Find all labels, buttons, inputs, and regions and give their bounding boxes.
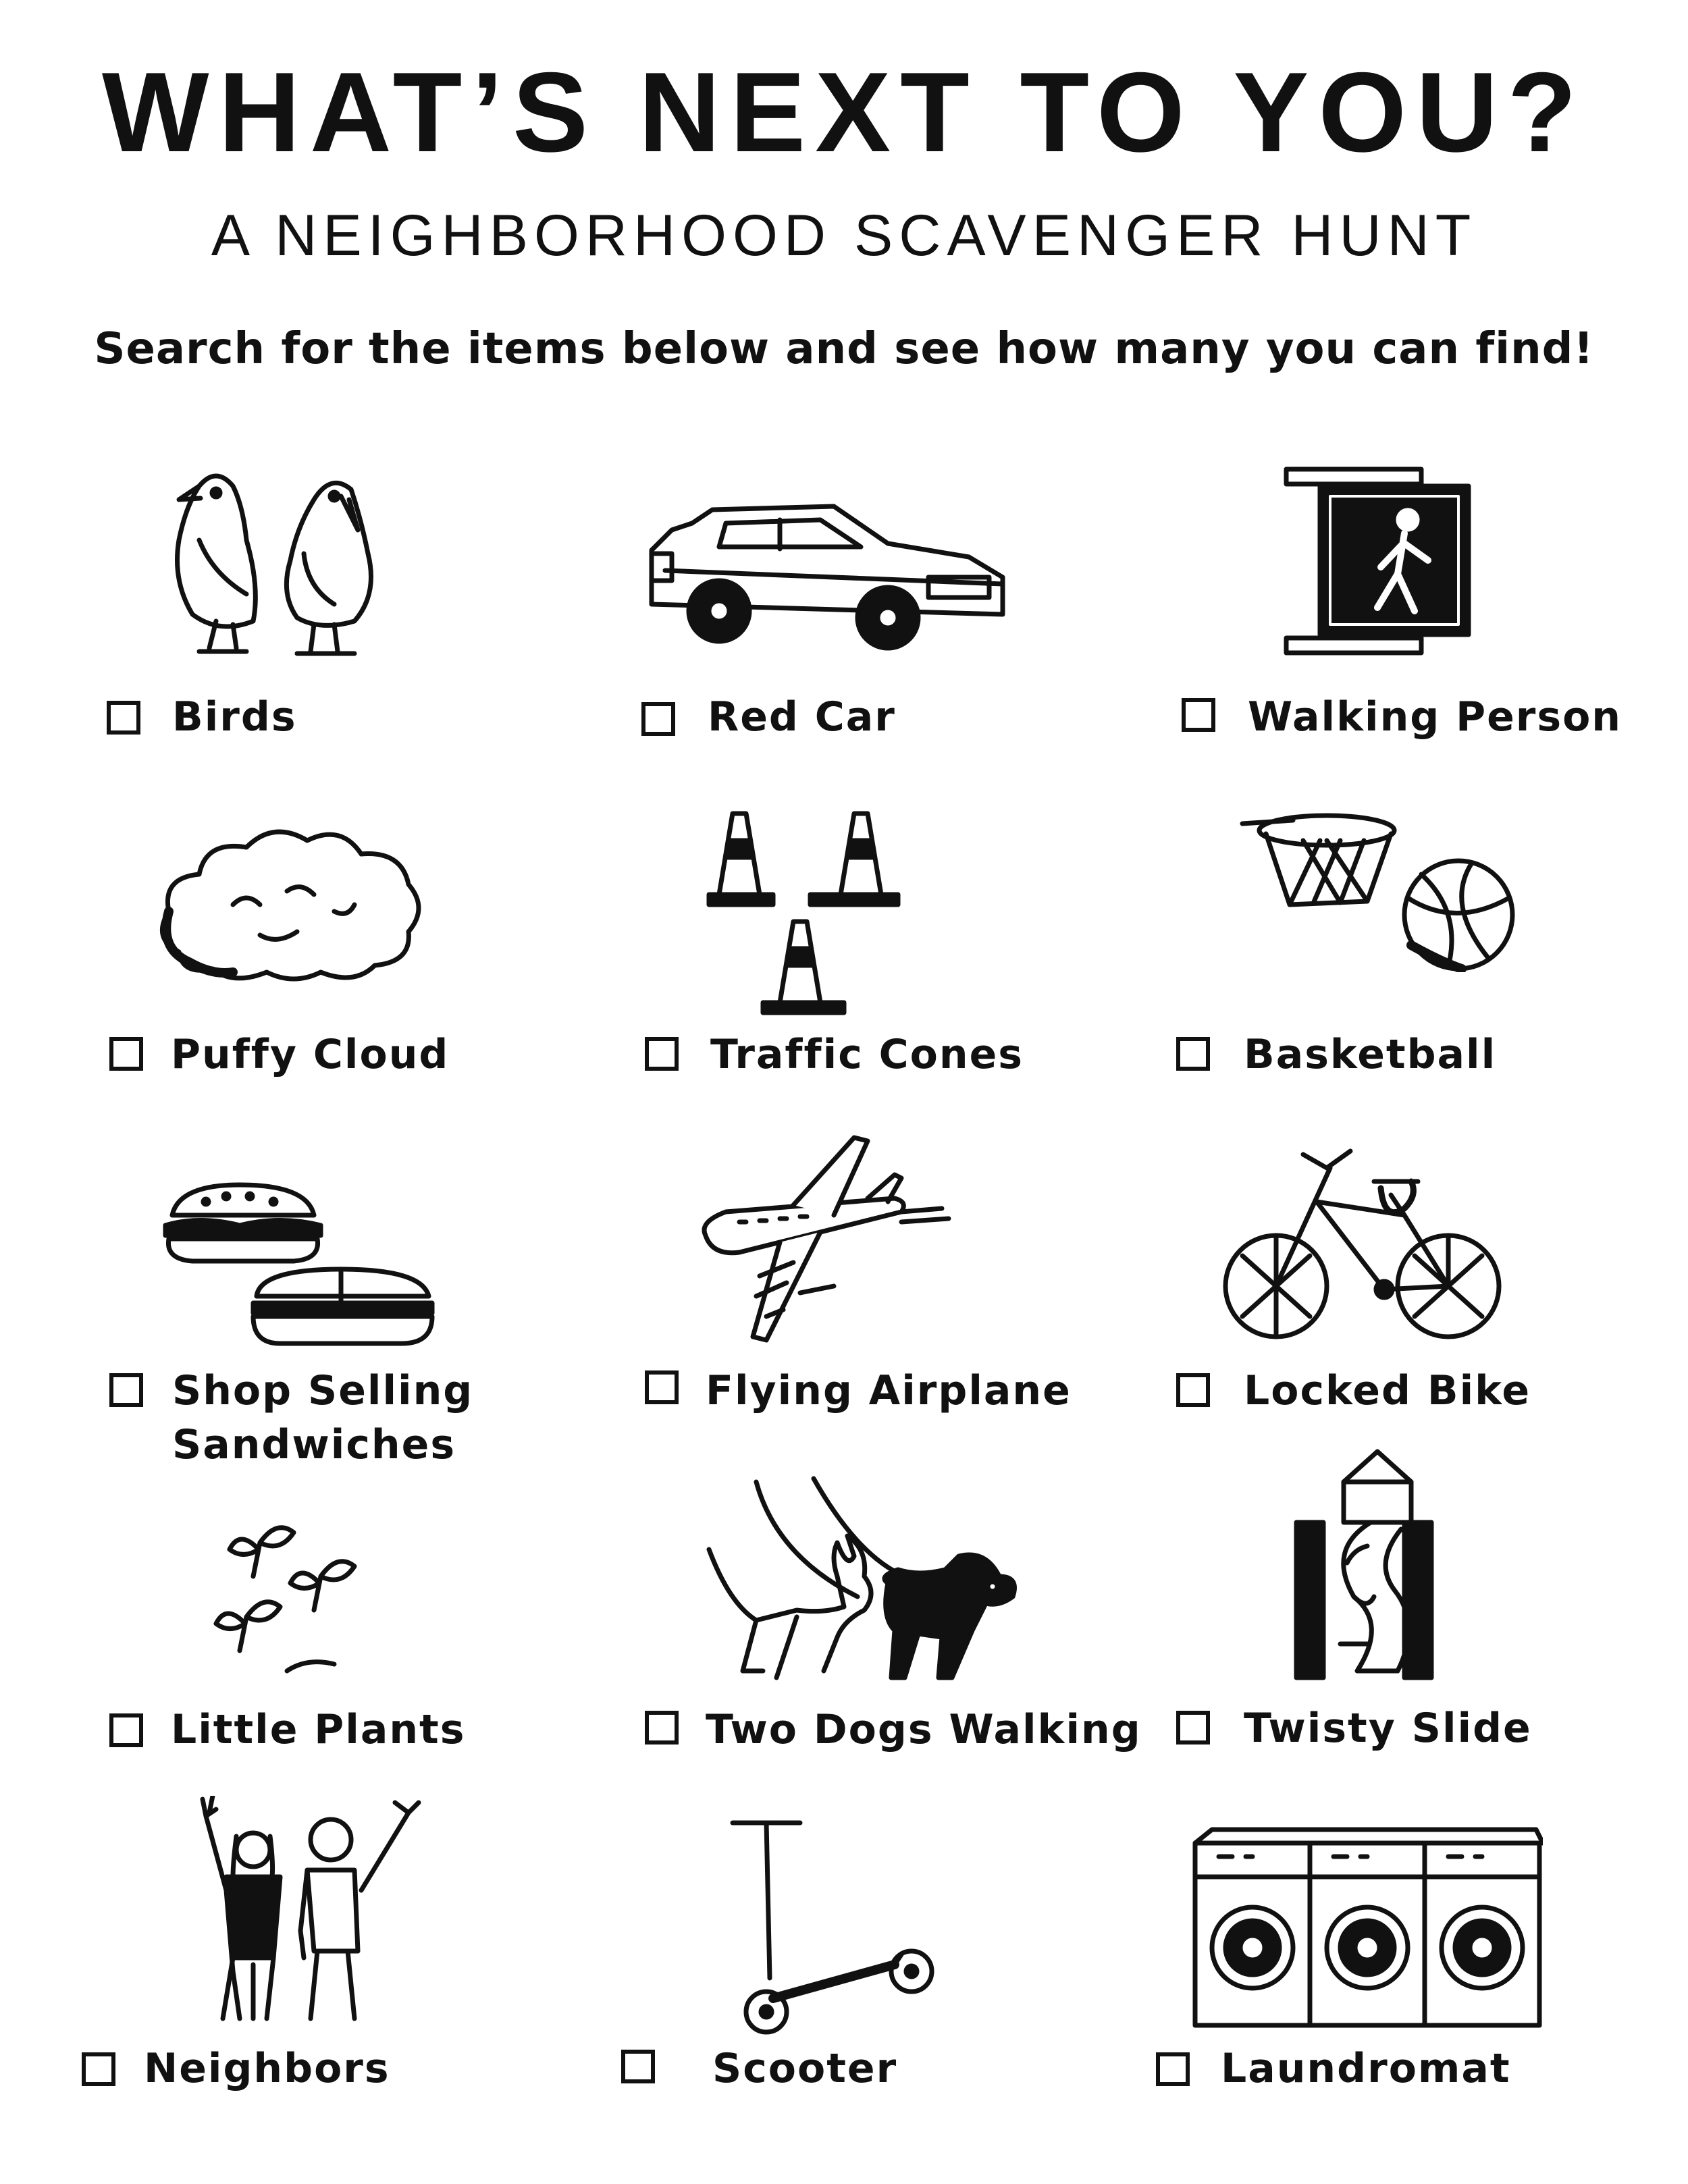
walk-signal-icon bbox=[1283, 466, 1485, 658]
neighbors-checkbox[interactable] bbox=[82, 2052, 115, 2086]
locked-bike-label: Locked Bike bbox=[1244, 1367, 1531, 1414]
laundromat-label: Laundromat bbox=[1221, 2045, 1511, 2092]
two-dogs-walking-label: Two Dogs Walking bbox=[706, 1706, 1142, 1753]
page-title: WHAT’S NEXT TO YOU? bbox=[101, 49, 1587, 176]
washing-machines-icon bbox=[1192, 1826, 1543, 2032]
shop-selling-sandwiches-label-line2: Sandwiches bbox=[172, 1421, 456, 1468]
walking-person-label: Walking Person bbox=[1248, 693, 1623, 741]
neighbors-icon bbox=[192, 1796, 422, 2025]
page-subtitle: A NEIGHBORHOOD SCAVENGER HUNT bbox=[211, 203, 1477, 268]
twisty-slide-checkbox[interactable] bbox=[1176, 1711, 1210, 1744]
sandwich-icon bbox=[159, 1181, 442, 1350]
pigeons-icon bbox=[152, 459, 408, 662]
scooter-label: Scooter bbox=[712, 2045, 898, 2092]
little-plants-checkbox[interactable] bbox=[109, 1713, 143, 1747]
flying-airplane-label: Flying Airplane bbox=[706, 1367, 1072, 1414]
puffy-cloud-checkbox[interactable] bbox=[109, 1037, 143, 1071]
walking-person-checkbox[interactable] bbox=[1182, 698, 1215, 732]
instructions-text: Search for the items below and see how many you can find! bbox=[94, 324, 1594, 374]
slide-icon bbox=[1286, 1448, 1455, 1684]
flying-airplane-checkbox[interactable] bbox=[645, 1370, 679, 1404]
locked-bike-checkbox[interactable] bbox=[1176, 1373, 1210, 1407]
airplane-icon bbox=[699, 1134, 955, 1343]
dogs-icon bbox=[702, 1475, 1040, 1691]
basketball-label: Basketball bbox=[1244, 1031, 1497, 1078]
shop-selling-sandwiches-label: Shop Selling bbox=[172, 1367, 474, 1414]
scooter-icon bbox=[719, 1816, 949, 2039]
shop-selling-sandwiches-checkbox[interactable] bbox=[109, 1373, 143, 1407]
birds-label: Birds bbox=[172, 693, 297, 741]
scooter-checkbox[interactable] bbox=[621, 2050, 655, 2083]
traffic-cones-icon bbox=[706, 803, 908, 1019]
sprouts-icon bbox=[213, 1516, 388, 1678]
red-car-label: Red Car bbox=[708, 693, 896, 741]
basketball-checkbox[interactable] bbox=[1176, 1037, 1210, 1071]
traffic-cones-checkbox[interactable] bbox=[645, 1037, 679, 1071]
car-icon bbox=[645, 496, 1009, 651]
traffic-cones-label: Traffic Cones bbox=[710, 1031, 1024, 1078]
cloud-icon bbox=[152, 817, 429, 986]
two-dogs-walking-checkbox[interactable] bbox=[645, 1711, 679, 1744]
red-car-checkbox[interactable] bbox=[641, 702, 675, 736]
bicycle-icon bbox=[1215, 1141, 1512, 1343]
puffy-cloud-label: Puffy Cloud bbox=[171, 1031, 450, 1078]
neighbors-label: Neighbors bbox=[144, 2045, 390, 2092]
basketball-hoop-icon bbox=[1239, 810, 1523, 972]
laundromat-checkbox[interactable] bbox=[1156, 2052, 1190, 2086]
little-plants-label: Little Plants bbox=[171, 1706, 466, 1753]
birds-checkbox[interactable] bbox=[107, 701, 140, 735]
twisty-slide-label: Twisty Slide bbox=[1244, 1705, 1532, 1752]
